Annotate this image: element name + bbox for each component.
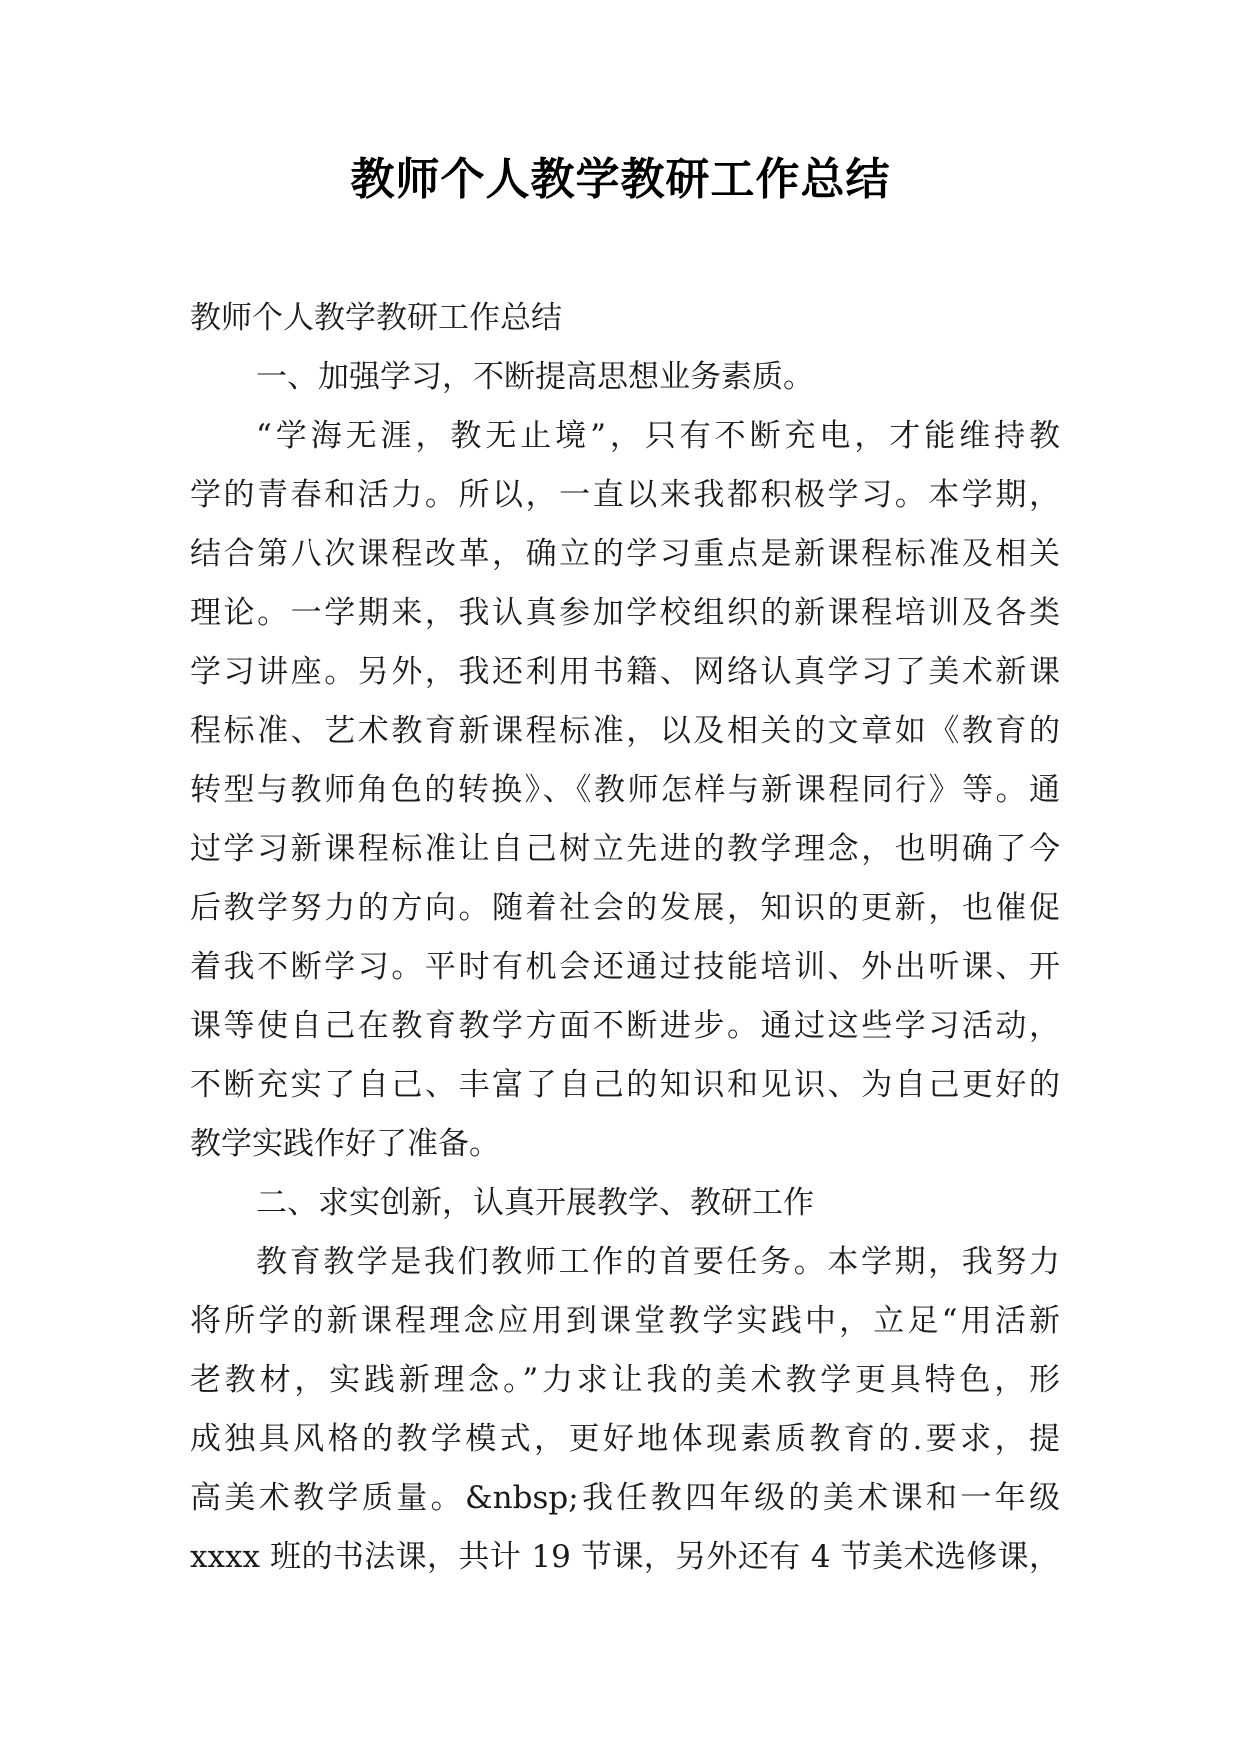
paragraph-line: xxxx 班的书法课，共计 19 节课，另外还有 4 节美术选修课， [190, 1539, 1060, 1575]
paragraph-line: 理论。一学期来，我认真参加学校组织的新课程培训及各类 [190, 595, 1060, 631]
paragraph-line: 学的青春和活力。所以，一直以来我都积极学习。本学期， [190, 477, 1060, 513]
paragraph-line: 老教材，实践新理念。”力求让我的美术教学更具特色，形 [190, 1362, 1060, 1398]
document-body [190, 289, 1060, 1587]
paragraph-line: 结合第八次课程改革，确立的学习重点是新课程标准及相关 [190, 536, 1060, 572]
body-heading-line: 教师个人教学教研工作总结 [190, 300, 562, 336]
paragraph-line: 转型与教师角色的转换》、《教师怎样与新课程同行》等。通 [190, 772, 1060, 808]
paragraph-line: 教育教学是我们教师工作的首要任务。本学期，我努力 [256, 1244, 1060, 1280]
paragraph-line: 教学实践作好了准备。 [190, 1126, 500, 1162]
paragraph-line: 高美术教学质量。&nbsp;我任教四年级的美术课和一年级 [190, 1480, 1060, 1516]
paragraph-line: 着我不断学习。平时有机会还通过技能培训、外出听课、开 [190, 949, 1060, 985]
paragraph-line: 课等使自己在教育教学方面不断进步。通过这些学习活动， [190, 1008, 1060, 1044]
paragraph-line: 不断充实了自己、丰富了自己的知识和见识、为自己更好的 [190, 1067, 1060, 1103]
paragraph-line: “学海无涯，教无止境”，只有不断充电，才能维持教 [256, 418, 1060, 454]
paragraph-line: 过学习新课程标准让自己树立先进的教学理念，也明确了今 [190, 831, 1060, 867]
document-title: 教师个人教学教研工作总结 [350, 154, 891, 205]
paragraph-line: 学习讲座。另外，我还利用书籍、网络认真学习了美术新课 [190, 654, 1060, 690]
section-heading-2: 二、求实创新，认真开展教学、教研工作 [256, 1185, 814, 1221]
paragraph-line: 程标准、艺术教育新课程标准，以及相关的文章如《教育的 [190, 713, 1060, 749]
paragraph-line: 后教学努力的方向。随着社会的发展，知识的更新，也催促 [190, 890, 1060, 926]
paragraph-line: 成独具风格的教学模式，更好地体现素质教育的.要求，提 [190, 1421, 1060, 1457]
section-heading-1: 一、加强学习，不断提高思想业务素质。 [256, 359, 814, 395]
paragraph-line: 将所学的新课程理念应用到课堂教学实践中，立足“用活新 [190, 1303, 1060, 1339]
